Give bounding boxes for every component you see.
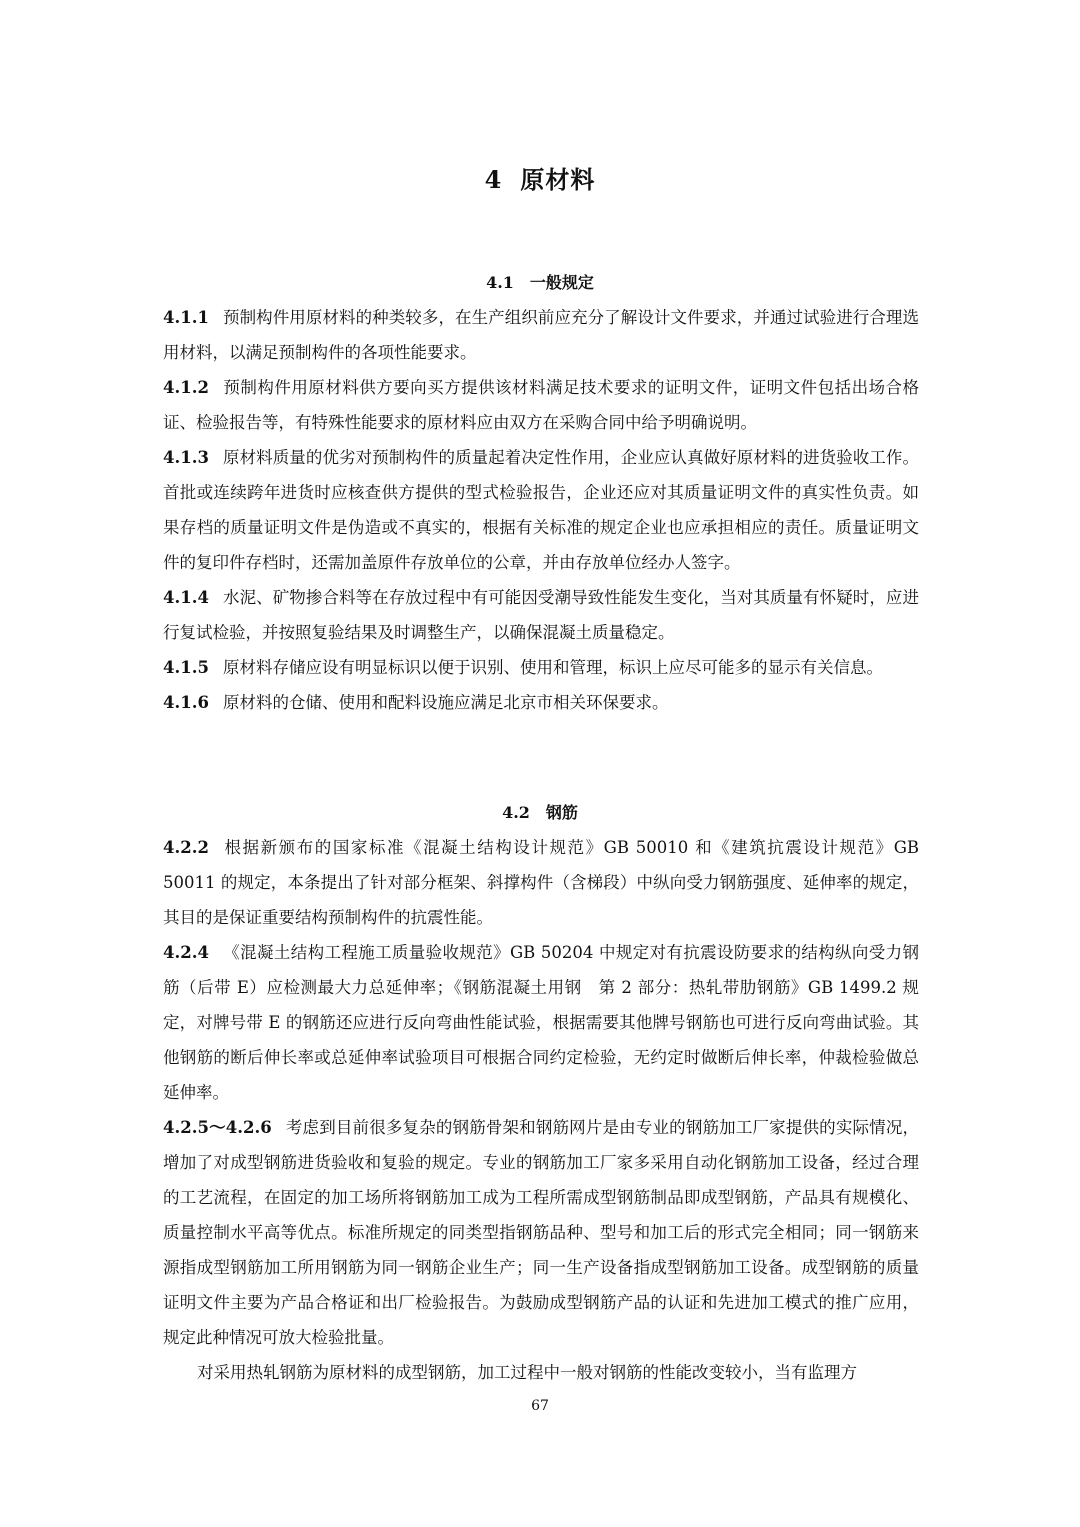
clause-number: 4.1.3 bbox=[163, 448, 209, 467]
clause-number: 4.2.4 bbox=[163, 943, 209, 962]
continuation-paragraph bbox=[163, 1355, 919, 1390]
chapter-number: 4 bbox=[484, 165, 503, 194]
clause-number: 4.1.4 bbox=[163, 588, 209, 607]
clause-text: 原材料存储应设有明显标识以便于识别、使用和管理，标识上应尽可能多的显示有关信息。 bbox=[222, 658, 883, 677]
clause-text: 原材料质量的优劣对预制构件的质量起着决定性作用，企业应认真做好原材料的进货验收工作。首批或连续跨年进货时应核查供方提供的型式检验报告，企业还应对其质量证明文件的真实性负责。如果存档的质量证明文件是伪造或不真实的，根据有关标准的规定企业也应承担相应的责任。质量证明文件的复印件存档时，还需加盖原件存放单位的公章，并由存放单位经办人签字。 bbox=[163, 448, 919, 572]
clause-paragraph bbox=[163, 580, 919, 650]
clause-number: 4.2.2 bbox=[163, 838, 209, 857]
section-title-text: 一般规定 bbox=[529, 273, 594, 292]
clause-number: 4.1.6 bbox=[163, 693, 209, 712]
section-title-4-1 bbox=[0, 270, 1080, 293]
clause-text: 《混凝土结构工程施工质量验收规范》GB 50204 中规定对有抗震设防要求的结构纵向受力钢筋（后带 E）应检测最大力总延伸率；《钢筋混凝土用钢 第 2 部分：热轧带肋钢筋》GB 1499.2 规定，对牌号带 E 的钢筋还应进行反向弯曲性能试验，根据需要其他牌号钢筋也可进行反向弯曲试验。其他钢筋的断后伸长率或总延伸率试验项目可根据合同约定检验，无约定时做断后伸长率，仲裁检验做总延伸率。 bbox=[163, 943, 919, 1102]
section-title-text: 钢筋 bbox=[545, 803, 578, 822]
clause-paragraph bbox=[163, 1110, 919, 1355]
section-title-4-2 bbox=[0, 800, 1080, 823]
clause-text: 水泥、矿物掺合料等在存放过程中有可能因受潮导致性能发生变化，当对其质量有怀疑时，应进行复试检验，并按照复验结果及时调整生产，以确保混凝土质量稳定。 bbox=[163, 588, 919, 642]
clause-number: 4.2.5～4.2.6 bbox=[163, 1118, 272, 1137]
section-number: 4.1 bbox=[486, 273, 514, 292]
clause-text: 对采用热轧钢筋为原材料的成型钢筋，加工过程中一般对钢筋的性能改变较小，当有监理方 bbox=[197, 1363, 857, 1382]
section-body-4-2 bbox=[163, 830, 919, 1390]
clause-text: 预制构件用原材料供方要向买方提供该材料满足技术要求的证明文件，证明文件包括出场合格证、检验报告等，有特殊性能要求的原材料应由双方在采购合同中给予明确说明。 bbox=[163, 378, 919, 432]
clause-paragraph bbox=[163, 370, 919, 440]
clause-number: 4.1.5 bbox=[163, 658, 209, 677]
clause-paragraph bbox=[163, 830, 919, 935]
chapter-title bbox=[0, 160, 1080, 195]
clause-paragraph bbox=[163, 650, 919, 685]
page-number: 67 bbox=[531, 1398, 549, 1414]
clause-text: 预制构件用原材料的种类较多，在生产组织前应充分了解设计文件要求，并通过试验进行合理选用材料，以满足预制构件的各项性能要求。 bbox=[163, 308, 919, 362]
section-number: 4.2 bbox=[502, 803, 530, 822]
clause-paragraph bbox=[163, 685, 919, 720]
clause-paragraph bbox=[163, 300, 919, 370]
clause-number: 4.1.1 bbox=[163, 308, 209, 327]
clause-paragraph bbox=[163, 440, 919, 580]
section-body-4-1 bbox=[163, 300, 919, 720]
clause-text: 原材料的仓储、使用和配料设施应满足北京市相关环保要求。 bbox=[222, 693, 669, 712]
clause-number: 4.1.2 bbox=[163, 378, 209, 397]
clause-text: 考虑到目前很多复杂的钢筋骨架和钢筋网片是由专业的钢筋加工厂家提供的实际情况，增加了对成型钢筋进货验收和复验的规定。专业的钢筋加工厂家多采用自动化钢筋加工设备，经过合理的工艺流程，在固定的加工场所将钢筋加工成为工程所需成型钢筋制品即成型钢筋，产品具有规模化、质量控制水平高等优点。标准所规定的同类型指钢筋品种、型号和加工后的形式完全相同；同一钢筋来源指成型钢筋加工所用钢筋为同一钢筋企业生产；同一生产设备指成型钢筋加工设备。成型钢筋的质量证明文件主要为产品合格证和出厂检验报告。为鼓励成型钢筋产品的认证和先进加工模式的推广应用，规定此种情况可放大检验批量。 bbox=[163, 1118, 919, 1347]
chapter-title-text: 原材料 bbox=[520, 165, 596, 194]
clause-text: 根据新颁布的国家标准《混凝土结构设计规范》GB 50010 和《建筑抗震设计规范》GB 50011 的规定，本条提出了针对部分框架、斜撑构件（含梯段）中纵向受力钢筋强度、延伸率的规定，其目的是保证重要结构预制构件的抗震性能。 bbox=[163, 838, 919, 927]
clause-paragraph bbox=[163, 935, 919, 1110]
